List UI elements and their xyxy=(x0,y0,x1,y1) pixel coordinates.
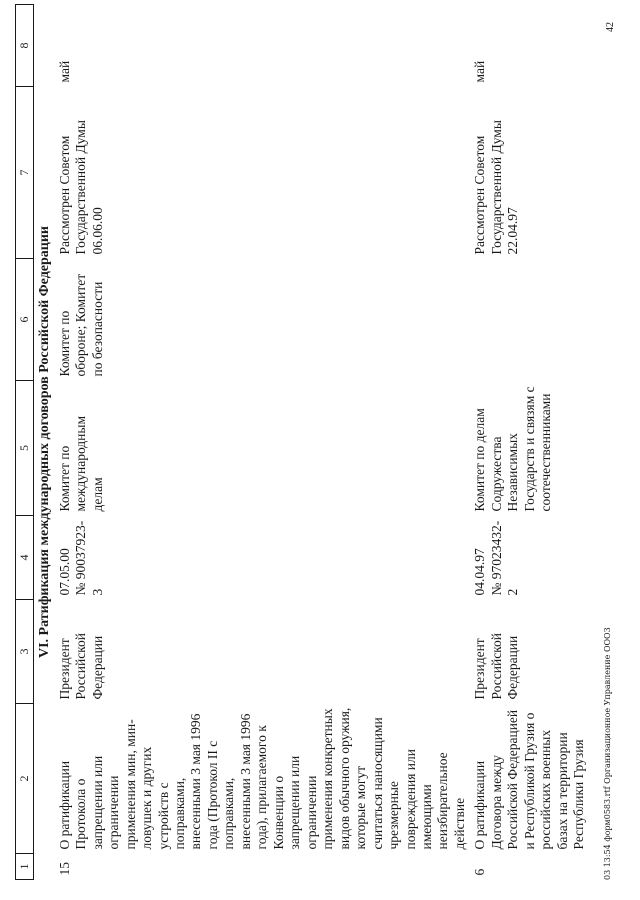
bill-status: Рассмотрен Советом Государственной Думы 06.06.00 xyxy=(56,120,105,255)
row-number: 15 xyxy=(56,862,72,876)
column-number: 4 xyxy=(16,516,34,600)
co-committees xyxy=(470,259,589,381)
column-number: 3 xyxy=(16,600,34,704)
column-number: 2 xyxy=(16,704,34,854)
schedule-month: май xyxy=(56,60,72,83)
section-title: VI. Ратификация международных договоров Российской Федерации xyxy=(36,226,52,658)
column-number: 6 xyxy=(16,259,34,381)
bill-number: № 90037923-3 xyxy=(73,520,105,596)
bill-registration xyxy=(470,516,589,600)
bills-table xyxy=(15,4,590,880)
bill-number: № 97023432-2 xyxy=(488,520,521,596)
bill-title: О ратификации Договора между Российской Федерацией и Республикой Грузия о российских военных базах на территории Республики Грузия xyxy=(472,709,587,850)
responsible-committee: Комитет по делам Содружества Независимых Государств и связям с соотечественниками xyxy=(472,386,554,512)
document-page xyxy=(5,10,635,890)
footer-stamp: 03 13:54 форм0583.rtf Организационное Управление ООО3 xyxy=(603,627,612,880)
column-number: 7 xyxy=(16,87,34,259)
row-number: 6 xyxy=(472,868,488,876)
column-number: 1 xyxy=(16,854,34,880)
page-number: 42 xyxy=(605,22,616,32)
column-number: 8 xyxy=(16,5,34,87)
table-row xyxy=(470,5,589,880)
bill-title: О ратификации Протокола о запрещении или ограничении применения мин, мин-ловушек и других устройств с поправками, внесенными 3 мая 1996 года (Протокол II с поправками, внесенными 3 мая 1996 года), прилагаемого к Конвенции о запрещении или ограничении применения конкретных видов обычного оружия, которые могут считаться наносящими чрезмерные повреждения или имеющими неизбирательное действие xyxy=(56,707,467,850)
bill-date: 04.04.97 xyxy=(472,548,488,596)
bill-author: Президент Российской Федерации xyxy=(472,632,521,700)
co-committees: Комитет по обороне; Комитет по безопасности xyxy=(56,273,105,377)
column-number-row xyxy=(16,5,34,880)
table-row xyxy=(55,5,471,880)
bill-author: Президент Российской Федерации xyxy=(56,632,105,700)
bill-status: Рассмотрен Советом Государственной Думы 22.04.97 xyxy=(472,120,521,255)
schedule-month: май xyxy=(472,60,488,83)
bill-date: 07.05.00 xyxy=(56,548,72,596)
bill-registration xyxy=(55,516,471,600)
column-number: 5 xyxy=(16,381,34,516)
responsible-committee: Комитет по международным делам xyxy=(56,415,105,512)
